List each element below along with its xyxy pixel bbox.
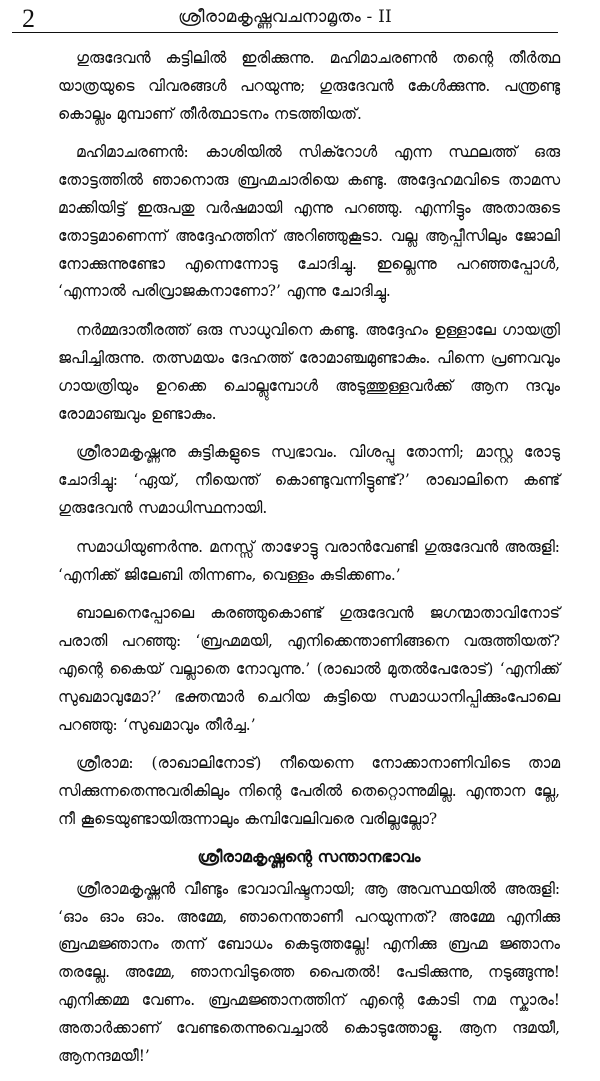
paragraph: ശ്രീരാമ: (രാഖാലിനോട്) നീയെന്നെ നോക്കാനാണിവിടെ താമ സിക്കുന്നതെന്നുവരികിലും നിന്റെ പേരിൽ തെറ്റൊന്നുമില്ല. എന്താന ല്ലേ, നീ കൂടെയുണ്ടായിരുന്നാലും കമ്പിവേലിവരെ വരില്ലല്ലോ? xyxy=(58,754,560,828)
section-heading: ശ്രീരാമകൃഷ്ണന്റെ സന്താനഭാവം xyxy=(197,846,421,866)
paragraph: സമാധിയുണർന്നു. മനസ്സ് താഴോട്ടു വരാൻവേണ്ടി ഗുരുദേവൻ അരുളി: ‘എനിക്ക് ജിലേബി തിന്നണം, വെള്ളം കുടിക്കണം.’ xyxy=(58,537,560,584)
paragraph: ബാലനെപ്പോലെ കരഞ്ഞുകൊണ്ട് ഗുരുദേവൻ ജഗന്മാതാവിനോട് പരാതി പറഞ്ഞു: ‘ബ്രഹ്മമയി, എനിക്കെന്താണിങ്ങനെ വരുത്തിയത്? എന്റെ കൈയ് വല്ലാതെ നോവുന്നു.’ (രാഖാൽ മുതൽപേരോട്) ‘എനിക്ക് സുഖമാവുമോ?’ ഭക്തന്മാർ ചെറിയ കുട്ടിയെ സമാധാനിപ്പിക്കുംപോലെ പറഞ്ഞു: ‘സുഖമാവും തീർച്ച.’ xyxy=(58,604,560,734)
paragraph: ഗുരുദേവൻ കട്ടിലിൽ ഇരിക്കുന്നു. മഹിമാചരണൻ തന്റെ തീർത്ഥ യാത്രയുടെ വിവരങ്ങൾ പറയുന്നു; ഗുരുദേവൻ കേൾക്കുന്നു. പന്ത്രണ്ടു കൊല്ലം മുമ്പാണ് തീർത്ഥാടനം നടത്തിയത്. xyxy=(58,49,560,123)
paragraph: ശ്രീരാമകൃഷ്ണൻ വീണ്ടും ഭാവാവിഷ്ടനായി; ആ അവസ്ഥയിൽ അരുളി: ‘ഓം ഓം ഓം. അമ്മേ, ഞാനെന്താണീ പറയുന്നത്? അമ്മേ എനിക്കു ബ്രഹ്മജ്ഞാനം തന്ന് ബോധം കെടുത്തല്ലേ! എനിക്കു ബ്രഹ്മ ജ്ഞാനം തരല്ലേ. അമ്മേ, ഞാനവിടുത്തെ പൈതൽ! പേടിക്കുന്നു, നടുങ്ങുന്നു! എനിക്കമ്മ വേണം. ബ്രഹ്മജ്ഞാനത്തിന് എന്റെ കോടി നമ സ്കാരം! അതാർക്കാണ് വേണ്ടതെന്നുവെച്ചാൽ കൊടുത്തോളൂ. ആന ന്ദമയീ, ആനന്ദമയീ!’ xyxy=(58,879,560,1065)
page-number: 2 xyxy=(22,4,35,33)
running-title: ശ്രീരാമകൃഷ്ണവചനാമൃതം - II xyxy=(178,7,392,27)
running-header xyxy=(12,2,558,33)
page-body xyxy=(58,45,560,1081)
paragraph: മഹിമാചരണൻ: കാശിയിൽ സിക്റോൾ എന്ന സ്ഥലത്ത് ഒരു തോട്ടത്തിൽ ഞാനൊരു ബ്രഹ്മചാരിയെ കണ്ടു. അദ്ദേഹമവിടെ താമസ മാക്കിയിട്ട് ഇരുപതു വർഷമായി എന്നു പറഞ്ഞു. എന്നിട്ടും അതാരുടെ തോട്ടമാണെന്ന് അദ്ദേഹത്തിന് അറിഞ്ഞുകൂടാ. വല്ല ആപ്പീസിലും ജോലി നോക്കുന്നുണ്ടോ എന്നെന്നോടു ചോദിച്ചു. ഇല്ലെന്നു പറഞ്ഞപ്പോൾ, ‘എന്നാൽ പരിവ്രാജകനാണോ?’ എന്നു ചോദിച്ചു. xyxy=(58,143,560,301)
paragraph: ശ്രീരാമകൃഷ്ണനു കുട്ടികളുടെ സ്വഭാവം. വിശപ്പു തോന്നി; മാസ്റ്റ രോടു ചോദിച്ചു: ‘ഏയ്, നീയെന്ത് കൊണ്ടുവന്നിട്ടുണ്ട്?’ രാഖാലിനെ കണ്ട് ഗുരുദേവൻ സമാധിസ്ഥനായി. xyxy=(58,443,560,517)
paragraph: നർമ്മദാതീരത്ത് ഒരു സാധുവിനെ കണ്ടു. അദ്ദേഹം ഉള്ളാലേ ഗായത്രി ജപിച്ചിരുന്നു. തത്സമയം ദേഹത്ത് രോമാഞ്ചമുണ്ടാകും. പിന്നെ പ്രണവവും ഗായത്രിയും ഉറക്കെ ചൊല്ലുമ്പോൾ അടുത്തുള്ളവർക്ക് ആന ന്ദവും രോമാഞ്ചവും ഉണ്ടാകും. xyxy=(58,321,560,423)
